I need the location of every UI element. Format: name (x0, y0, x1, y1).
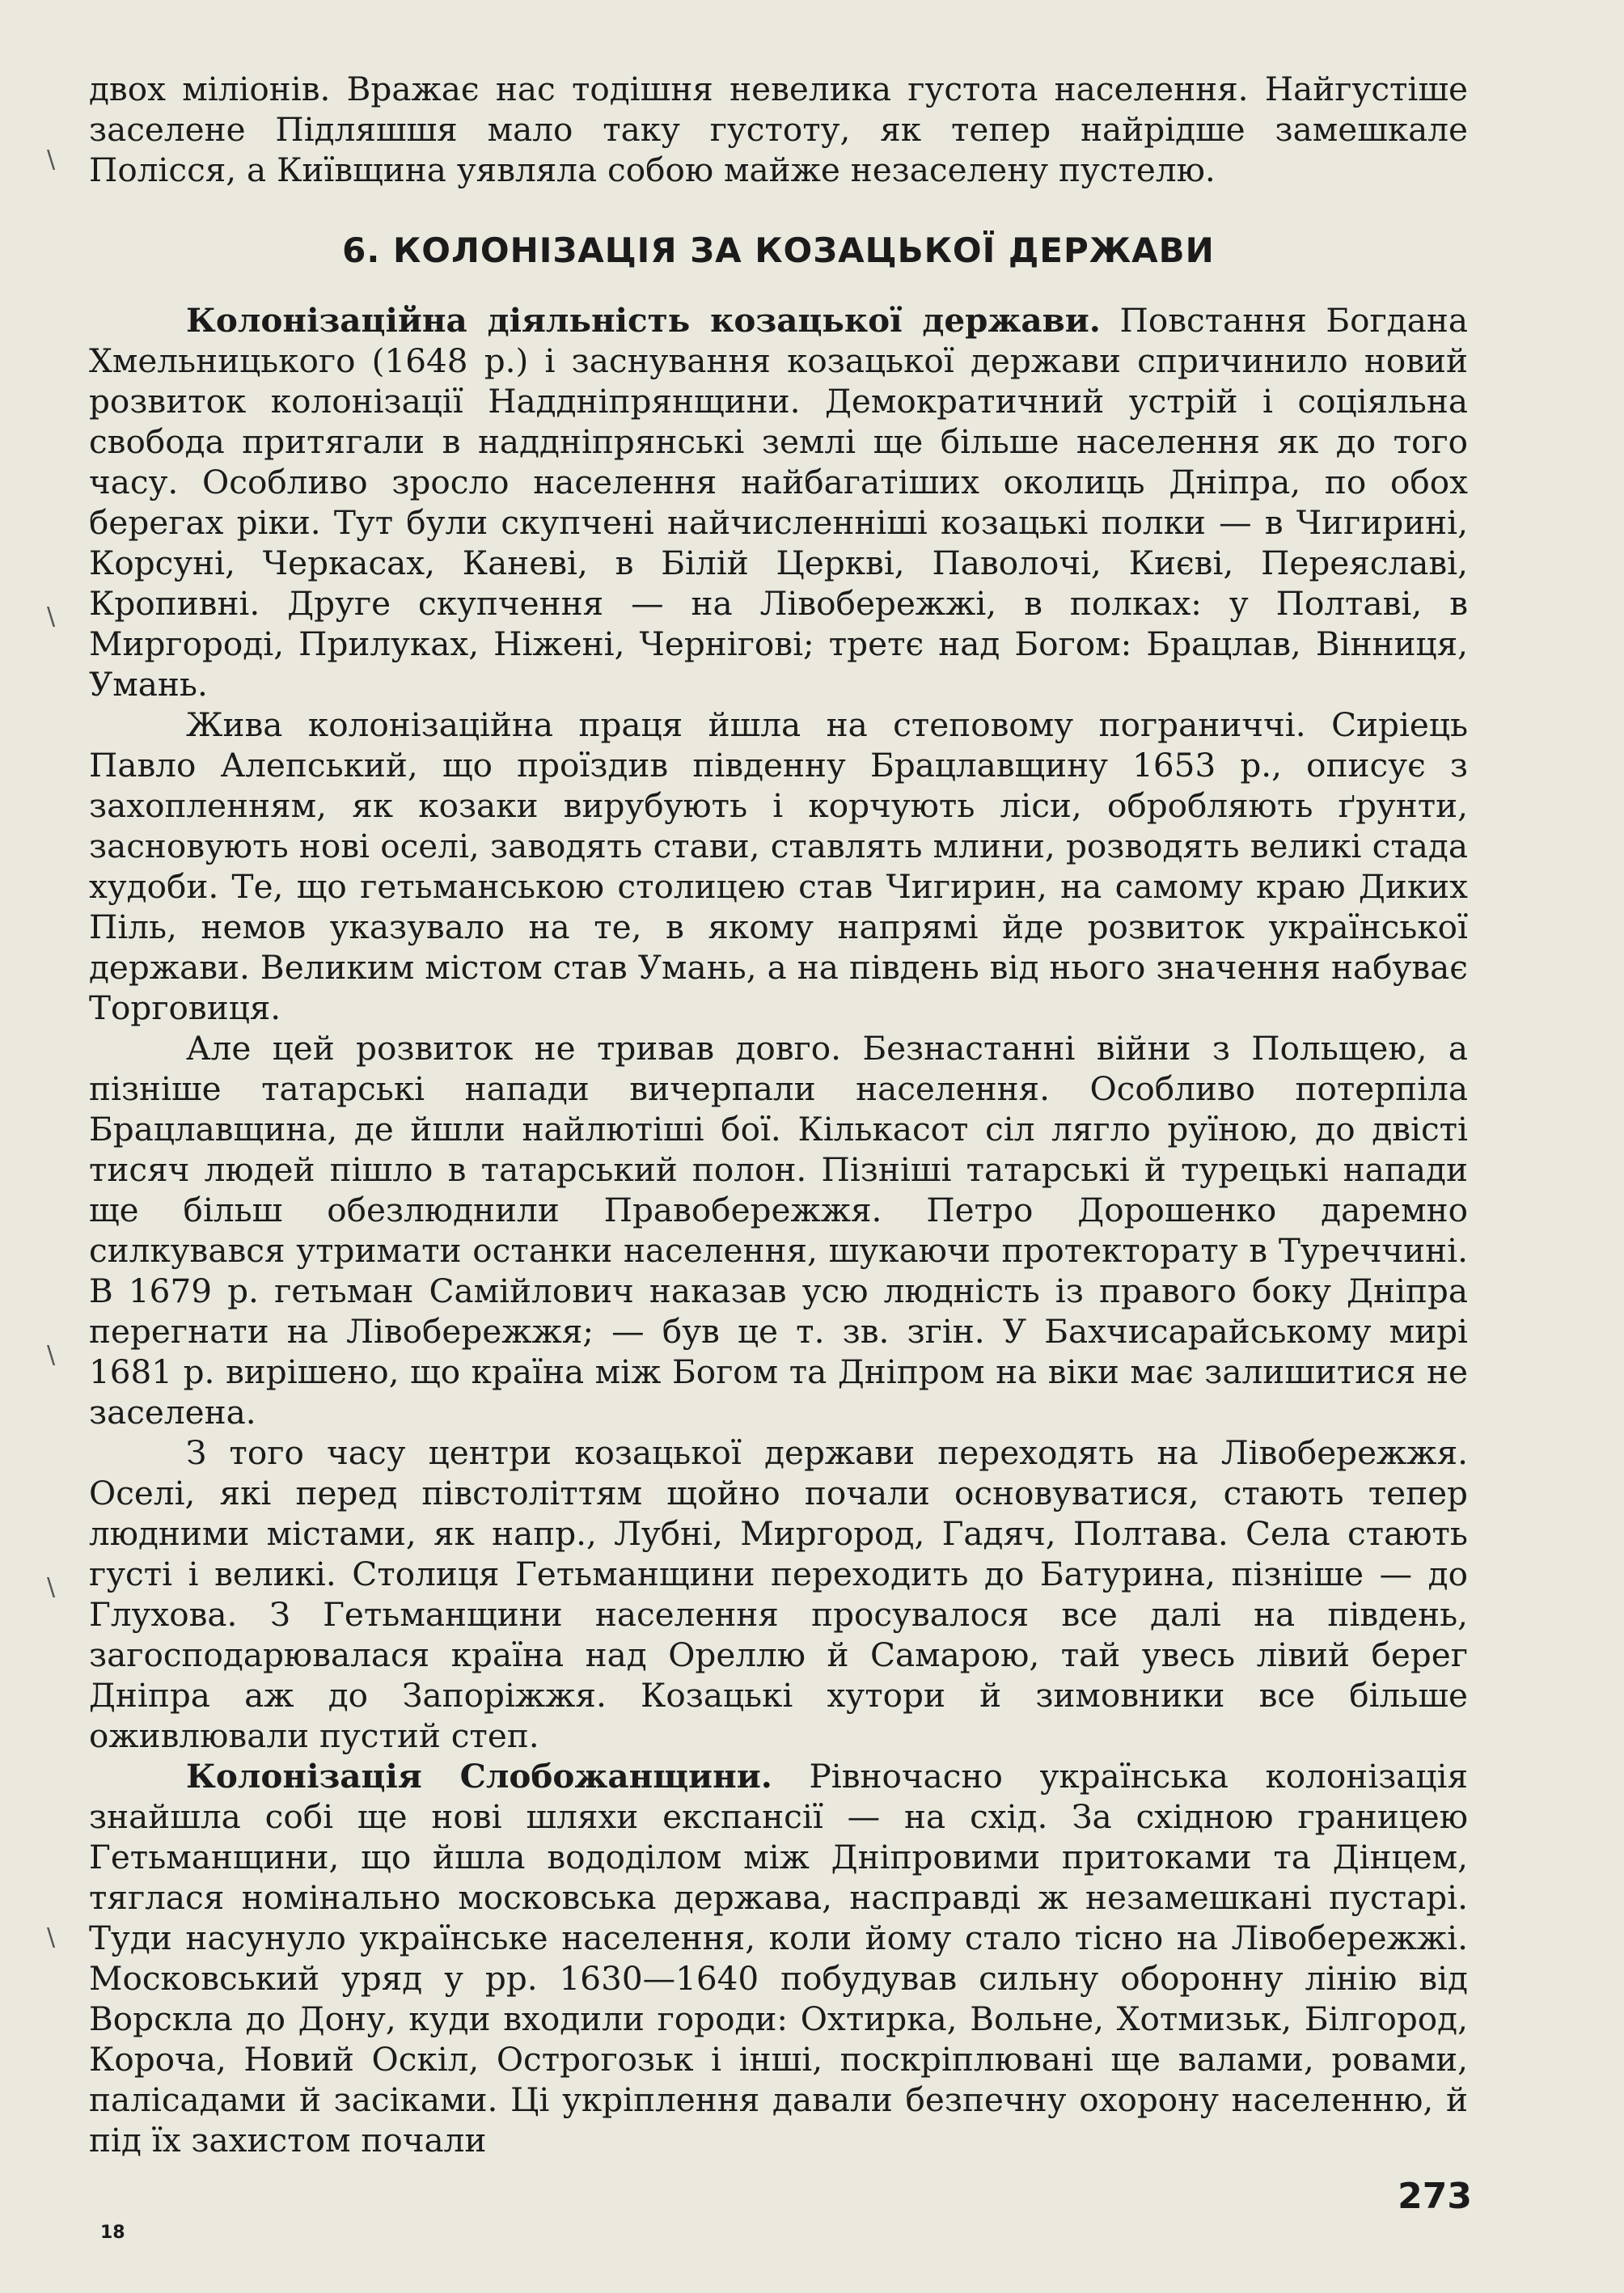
margin-check-mark: \ (47, 1341, 56, 1369)
page-number: 273 (1398, 2176, 1472, 2217)
paragraph-2 (89, 704, 1468, 1028)
section-heading: 6. КОЛОНІЗАЦІЯ ЗА КОЗАЦЬКОЇ ДЕРЖАВИ (342, 231, 1215, 270)
margin-check-mark: \ (47, 1573, 56, 1601)
paragraph-1 (89, 300, 1468, 704)
paragraph-4-text: З того часу центри козацької держави переходять на Лівобережжя. Оселі, які перед півстоліттям щойно почали основуватися, стають тепер людними містами, як напр., Лубні, Миргород, Гадяч, Полтава. Села стають густі і великі. Столиця Гетьманщини переходить до Батурина, пізніше — до Глухова. З Гетьманщини населення просувалося все далі на південь, загосподарювалася країна над Ореллю й Самарою, тай увесь лівий берег Дніпра аж до Запоріжжя. Козацькі хутори й зимовники все більше оживлювали пустий степ. (89, 1433, 1468, 1755)
runin-heading-1: Колонізаційна діяльність козацької держави. (186, 301, 1101, 340)
paragraph-5 (89, 1756, 1468, 2160)
paragraph-5-text: Рівночасно українська колонізація знайшла собі ще нові шляхи експансії — на схід. За східною границею Гетьманщини, що йшла вододілом між Дніпровими притоками та Дінцем, тяглася номінально московська держава, насправді ж незамешкані пустарі. Туди насунуло українське населення, коли йому стало тісно на Лівобережжі. Московський уряд у рр. 1630—1640 побудував сильну оборонну лінію від Ворскла до Дону, куди входили городи: Охтирка, Вольне, Хотмизьк, Білгород, Короча, Новий Оскіл, Острогозьк і інші, поскріплювані ще валами, ровами, палісадами й засіками. Ці укріплення давали безпечну охорону населенню, й під їх захистом почали (89, 1757, 1468, 2160)
paragraph-3-text: Але цей розвиток не тривав довго. Безнастанні війни з Польщею, а пізніше татарські напади вичерпали населення. Особливо потерпіла Брацлавщина, де йшли найлютіші бої. Кількасот сіл лягло руїною, до двісті тисяч людей пішло в татарський полон. Пізніші татарські й турецькі напади ще більш обезлюднили Правобережжя. Петро Дорошенко даремно силкувався утримати останки населення, шукаючи протекторату в Туреччині. В 1679 р. гетьман Самійлович наказав усю людність із правого боку Дніпра перегнати на Лівобережжя; — був це т. зв. згін. У Бахчисарайському мирі 1681 р. вирішено, що країна між Богом та Дніпром на віки має залишитися не заселена. (89, 1029, 1468, 1432)
margin-check-mark: \ (47, 1923, 56, 1952)
printer-signature-mark: 18 (100, 2223, 125, 2243)
paragraph-4 (89, 1432, 1468, 1756)
margin-check-mark: \ (47, 603, 56, 631)
paragraph-3 (89, 1028, 1468, 1432)
page-text (89, 69, 1468, 2160)
paragraph-1-text: Повстання Богдана Хмельницького (1648 р.) і заснування козацької держави спричинило новий розвиток колонізації Наддніпрянщини. Демократичний устрій і соціяльна свобода притягали в наддніпрянські землі ще більше населення як до того часу. Особливо зросло населення найбагатіших околиць Дніпра, по обох берегах ріки. Тут були скупчені найчисленніші козацькі полки — в Чигирині, Корсуні, Черкасах, Каневі, в Білій Церкві, Паволочі, Києві, Переяславі, Кропивні. Друге скупчення — на Лівобережжі, в полках: у Полтаві, в Миргороді, Прилуках, Ніжені, Чернігові; третє над Богом: Брацлав, Вінниця, Умань. (89, 301, 1469, 704)
opening-paragraph: двох міліонів. Вражає нас тодішня невелика густота населення. Найгустіше заселене Підляшшя мало таку густоту, як тепер найрідше замешкале Полісся, а Київщина уявляла собою майже незаселену пустелю. (89, 70, 1468, 189)
paragraph-2-text: Жива колонізаційна праця йшла на степовому пограниччі. Сиріець Павло Алепський, що проїздив південну Брацлавщину 1653 р., описує з захопленням, як козаки вирубують і корчують ліси, обробляють ґрунти, засновують нові оселі, заводять стави, ставлять млини, розводять великі стада худоби. Те, що гетьманською столицею став Чигирин, на самому краю Диких Піль, немов указувало на те, в якому напрямі йде розвиток української держави. Великим містом став Умань, а на південь від нього значення набуває Торговиця. (89, 705, 1468, 1027)
margin-check-mark: \ (47, 146, 56, 174)
runin-heading-2: Колонізація Слобожанщини. (186, 1757, 772, 1796)
